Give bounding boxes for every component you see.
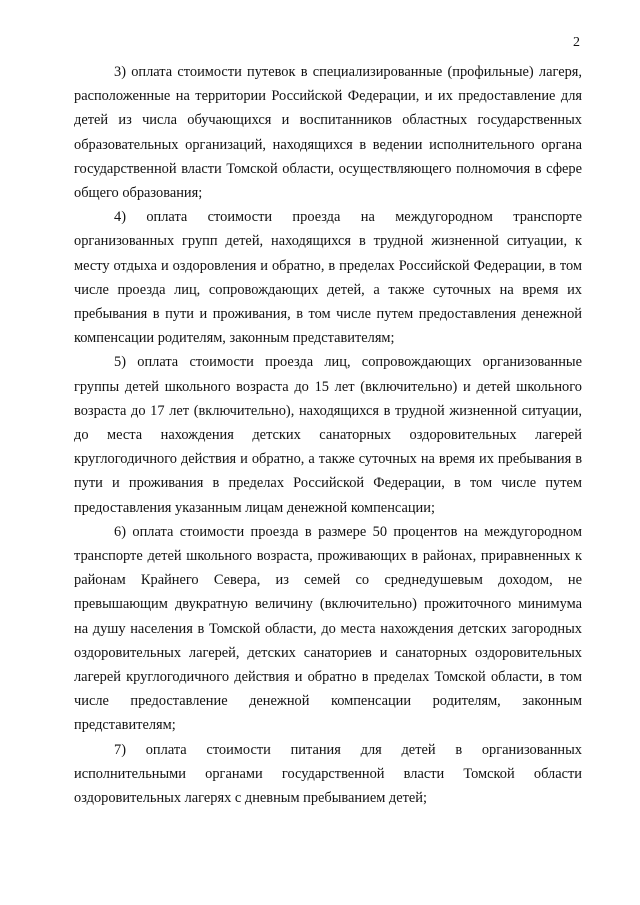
page-number: 2 [573,35,580,50]
paragraph-item-7: 7) оплата стоимости питания для детей в организованных исполнительными органами государственной власти Томской области оздоровительных лагерях с дневным пребыванием детей; [74,741,582,807]
paragraph-item-4: 4) оплата стоимости проезда на междугородном транспорте организованных групп детей, находящихся в трудной жизненной ситуации, к месту отдыха и оздоровления и обратно, в пределах Российской Федерации, в том числе проезда лиц, сопровождающих детей, а также суточных на время их пребывания в пути и проживания, в том числе путем предоставления денежной компенсации родителям, законным представителям; [74,209,582,347]
paragraph-item-3: 3) оплата стоимости путевок в специализированные (профильные) лагеря, расположенные на территории Российской Федерации, и их предоставление для детей из числа обучающихся и воспитанников областных государственных образовательных организаций, находящихся в ведении исполнительного органа государственной власти Томской области, осуществляющего полномочия в сфере общего образования; [74,64,582,202]
paragraph-item-6: 6) оплата стоимости проезда в размере 50 процентов на междугородном транспорте детей школьного возраста, проживающих в районах, приравненных к районам Крайнего Севера, из семей со среднедушевым доходом, не превышающим двукратную величину (включительно) прожиточного минимума на душу населения в Томской области, до места нахождения детских загородных оздоровительных лагерей, детских санаториев и санаторных оздоровительных лагерей круглогодичного действия и обратно в пределах Томской области, в том числе предоставление денежной компенсации родителям, законным представителям; [74,523,582,734]
paragraph-item-5: 5) оплата стоимости проезда лиц, сопровождающих организованные группы детей школьного возраста до 15 лет (включительно) и детей школьного возраста до 17 лет (включительно), находящихся в трудной жизненной ситуации, до места нахождения детских санаторных оздоровительных лагерей круглогодичного действия и обратно, а также суточных на время их пребывания в пути и проживания в пределах Российской Федерации, в том числе путем предоставления указанным лицам денежной компенсации; [74,354,582,516]
document-body [74,60,582,810]
